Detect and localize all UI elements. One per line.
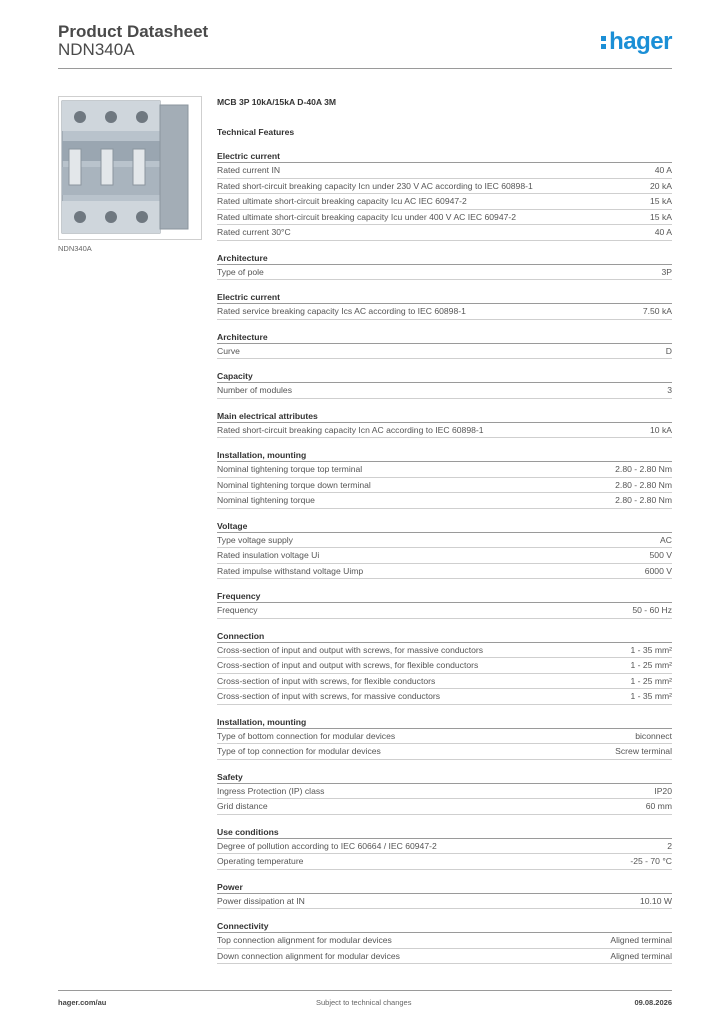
spec-label: Type of pole — [217, 266, 264, 277]
header-divider — [58, 68, 672, 69]
spec-row — [217, 949, 672, 965]
spec-section — [217, 520, 672, 580]
spec-section — [217, 920, 672, 964]
footer-note: Subject to technical changes — [316, 998, 412, 1007]
spec-row — [217, 894, 672, 910]
section-title: Frequency — [217, 590, 672, 603]
spec-row — [217, 344, 672, 360]
section-title: Main electrical attributes — [217, 410, 672, 423]
spec-label: Nominal tightening torque down terminal — [217, 479, 371, 490]
spec-value: 1 - 35 mm² — [630, 644, 672, 655]
spec-value: 2.80 - 2.80 Nm — [615, 479, 672, 490]
section-title: Connectivity — [217, 920, 672, 933]
spec-value: 1 - 35 mm² — [630, 691, 672, 701]
section-title: Architecture — [217, 331, 672, 344]
section-title: Use conditions — [217, 826, 672, 839]
spec-value: 2 — [667, 840, 672, 851]
spec-row — [217, 854, 672, 870]
spec-label: Rated service breaking capacity Ics AC according to IEC 60898-1 — [217, 306, 466, 316]
product-image — [58, 96, 202, 240]
spec-row — [217, 179, 672, 195]
spec-value: 6000 V — [644, 565, 672, 576]
spec-label: Nominal tightening torque — [217, 495, 315, 505]
footer-date: 09.08.2026 — [634, 998, 672, 1007]
spec-label: Rated current IN — [217, 165, 281, 175]
spec-label: Number of modules — [217, 385, 292, 395]
section-title: Power — [217, 881, 672, 894]
document-title: Product Datasheet — [58, 22, 209, 41]
spec-label: Cross-section of input with screws, for flexible conductors — [217, 675, 436, 686]
spec-row — [217, 564, 672, 580]
section-title: Safety — [217, 771, 672, 784]
spec-row — [217, 304, 672, 320]
section-title: Voltage — [217, 520, 672, 533]
spec-label: Rated short-circuit breaking capacity Icn under 230 V AC according to IEC 60898-1 — [217, 180, 533, 191]
spec-value: 7.50 kA — [642, 306, 672, 316]
spec-label: Grid distance — [217, 801, 268, 811]
spec-label: Curve — [217, 345, 240, 356]
spec-section — [217, 252, 672, 281]
logo-colon-icon — [601, 33, 607, 52]
spec-value: Aligned terminal — [610, 935, 672, 945]
spec-value: 15 kA — [650, 211, 672, 222]
spec-value: 60 mm — [645, 801, 672, 811]
section-title: Electric current — [217, 150, 672, 163]
spec-row — [217, 225, 672, 241]
spec-row — [217, 478, 672, 494]
spec-row — [217, 423, 672, 439]
product-name: MCB 3P 10kA/15kA D-40A 3M — [217, 97, 337, 107]
technical-features-heading: Technical Features — [217, 127, 295, 137]
spec-value: IP20 — [654, 785, 672, 796]
spec-value: 15 kA — [650, 196, 672, 206]
spec-label: Rated ultimate short-circuit breaking capacity Icu under 400 V AC IEC 60947-2 — [217, 211, 517, 222]
spec-sections — [217, 150, 672, 964]
spec-section — [217, 370, 672, 399]
spec-row — [217, 744, 672, 760]
spec-label: Cross-section of input with screws, for massive conductors — [217, 691, 441, 701]
spec-label: Operating temperature — [217, 856, 304, 866]
spec-row — [217, 194, 672, 210]
spec-label: Rated current 30°C — [217, 227, 291, 237]
spec-label: Rated ultimate short-circuit breaking capacity Icu AC IEC 60947-2 — [217, 196, 467, 206]
spec-label: Type of bottom connection for modular devices — [217, 730, 396, 741]
section-title: Connection — [217, 630, 672, 643]
spec-section — [217, 716, 672, 760]
spec-label: Power dissipation at IN — [217, 895, 305, 906]
footer-divider — [58, 990, 672, 991]
spec-value: AC — [660, 534, 672, 545]
spec-value: -25 - 70 °C — [630, 856, 672, 866]
spec-label: Type voltage supply — [217, 534, 293, 545]
spec-section — [217, 410, 672, 439]
spec-row — [217, 163, 672, 179]
spec-value: 500 V — [649, 550, 672, 560]
spec-label: Rated short-circuit breaking capacity Icn AC according to IEC 60898-1 — [217, 424, 484, 435]
spec-row — [217, 784, 672, 800]
spec-row — [217, 265, 672, 281]
spec-label: Type of top connection for modular devices — [217, 746, 381, 756]
spec-label: Degree of pollution according to IEC 60664 / IEC 60947-2 — [217, 840, 437, 851]
spec-section — [217, 771, 672, 815]
spec-row — [217, 548, 672, 564]
spec-row — [217, 210, 672, 226]
spec-value: 40 A — [654, 165, 672, 175]
spec-row — [217, 689, 672, 705]
spec-value: D — [665, 345, 672, 356]
spec-value: 2.80 - 2.80 Nm — [615, 495, 672, 505]
spec-value: 1 - 25 mm² — [630, 660, 672, 670]
spec-section — [217, 449, 672, 509]
spec-row — [217, 839, 672, 855]
spec-label: Ingress Protection (IP) class — [217, 785, 325, 796]
footer-website: hager.com/au — [58, 998, 107, 1007]
spec-row — [217, 493, 672, 509]
spec-value: 3P — [661, 266, 672, 277]
spec-section — [217, 150, 672, 241]
spec-value: 20 kA — [650, 180, 672, 191]
spec-value: 1 - 25 mm² — [630, 675, 672, 686]
section-title: Installation, mounting — [217, 449, 672, 462]
spec-row — [217, 658, 672, 674]
spec-section — [217, 291, 672, 320]
spec-row — [217, 643, 672, 659]
hager-logo: hager — [601, 28, 672, 56]
spec-row — [217, 462, 672, 478]
spec-label: Rated impulse withstand voltage Uimp — [217, 565, 364, 576]
section-title: Capacity — [217, 370, 672, 383]
section-title: Electric current — [217, 291, 672, 304]
spec-label: Top connection alignment for modular devices — [217, 935, 392, 945]
section-title: Architecture — [217, 252, 672, 265]
spec-row — [217, 603, 672, 619]
spec-value: Screw terminal — [615, 746, 672, 756]
spec-value: Aligned terminal — [610, 950, 672, 961]
spec-label: Down connection alignment for modular devices — [217, 950, 400, 961]
spec-section — [217, 331, 672, 360]
spec-label: Frequency — [217, 605, 258, 615]
spec-section — [217, 881, 672, 910]
spec-row — [217, 383, 672, 399]
spec-label: Rated insulation voltage Ui — [217, 550, 320, 560]
spec-section — [217, 590, 672, 619]
spec-row — [217, 933, 672, 949]
spec-value: 2.80 - 2.80 Nm — [615, 464, 672, 474]
spec-row — [217, 799, 672, 815]
spec-row — [217, 533, 672, 549]
spec-value: 50 - 60 Hz — [632, 605, 672, 615]
spec-value: 3 — [667, 385, 672, 395]
spec-label: Cross-section of input and output with screws, for flexible conductors — [217, 660, 479, 670]
spec-row — [217, 674, 672, 690]
section-title: Installation, mounting — [217, 716, 672, 729]
spec-value: 40 A — [654, 227, 672, 237]
spec-section — [217, 630, 672, 705]
spec-value: 10 kA — [650, 424, 672, 435]
spec-value: biconnect — [635, 730, 672, 741]
spec-value: 10.10 W — [639, 895, 672, 906]
spec-row — [217, 729, 672, 745]
spec-label: Nominal tightening torque top terminal — [217, 464, 363, 474]
image-caption: NDN340A — [58, 244, 92, 253]
spec-label: Cross-section of input and output with screws, for massive conductors — [217, 644, 484, 655]
product-code: NDN340A — [58, 40, 135, 59]
spec-content — [217, 97, 672, 964]
spec-section — [217, 826, 672, 870]
